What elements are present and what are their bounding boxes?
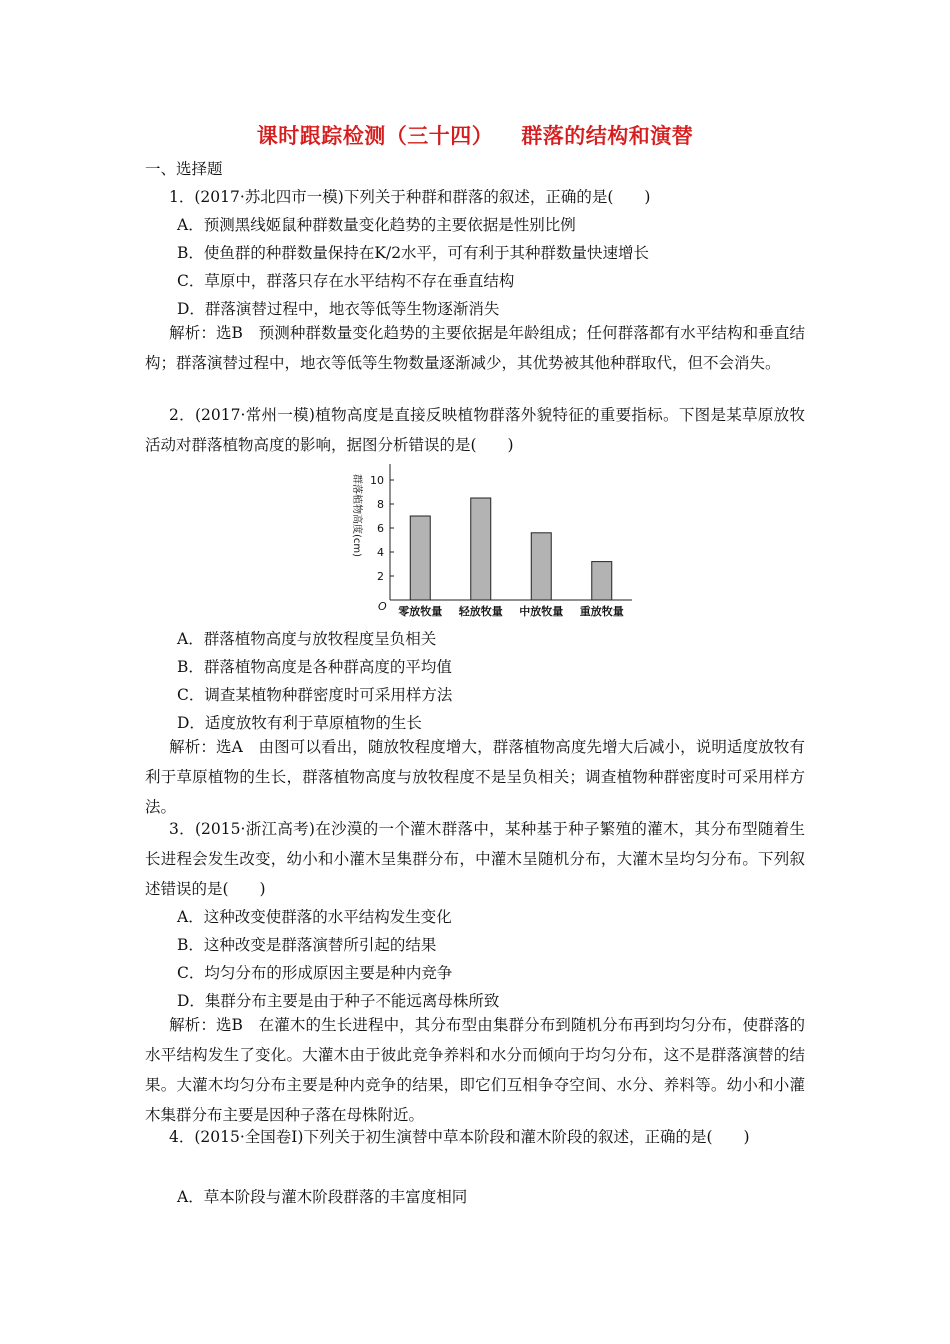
q2-option-b: B．群落植物高度是各种群高度的平均值: [177, 658, 452, 676]
chart-y-tick-label: 2: [377, 570, 384, 583]
chart-y-tick-label: 10: [370, 474, 384, 487]
title-topic: 群落的结构和演替: [521, 124, 694, 148]
q3-option-d: D．集群分布主要是由于种子不能远离母株所致: [177, 992, 500, 1010]
q3-analysis: 解析：选B 在灌木的生长进程中，其分布型由集群分布到随机分布再到均匀分布，使群落的水平结构发生了变化。大灌木由于彼此竞争养料和水分而倾向于均匀分布，这不是群落演替的结果。大灌木均匀分布主要是种内竞争的结果，即它们互相争夺空间、水分、养料等。幼小和小灌木集群分布主要是因种子落在母株附近。: [145, 1016, 805, 1124]
q3-option-c: C．均匀分布的形成原因主要是种内竞争: [177, 964, 453, 982]
title-main: 课时跟踪检测（三十四）: [256, 124, 494, 148]
q3-stem: 3．(2015·浙江高考)在沙漠的一个灌木群落中，某种基于种子繁殖的灌木，其分布型随着生长进程会发生改变，幼小和小灌木呈集群分布，中灌木呈随机分布，大灌木呈均匀分布。下列叙述错误的是( ): [145, 820, 805, 898]
chart-bar: [410, 516, 430, 600]
q2-analysis: 解析：选A 由图可以看出，随放牧程度增大，群落植物高度先增大后减小，说明适度放牧有利于草原植物的生长，群落植物高度与放牧程度不是呈负相关；调查植物种群密度时可采用样方法。: [145, 738, 805, 816]
q1-stem: 1．(2017·苏北四市一模)下列关于种群和群落的叙述，正确的是( ): [169, 188, 651, 206]
q1-option-c: C．草原中，群落只存在水平结构不存在垂直结构: [177, 272, 515, 290]
chart-x-tick-label: 轻放牧量: [458, 605, 503, 618]
chart-y-axis-label: 群落植物高度(cm): [351, 474, 362, 558]
q1-option-d: D．群落演替过程中，地衣等低等生物逐渐消失: [177, 300, 500, 318]
q4-option-a: A．草本阶段与灌木阶段群落的丰富度相同: [177, 1188, 468, 1206]
q3-option-b: B．这种改变是群落演替所引起的结果: [177, 936, 437, 954]
q1-option-b: B．使鱼群的种群数量保持在K/2水平，可有利于其种群数量快速增长: [177, 244, 650, 262]
q1-option-a: A．预测黑线姬鼠种群数量变化趋势的主要依据是性别比例: [177, 216, 576, 234]
bar-chart: [340, 464, 640, 624]
section-heading: 一、选择题: [145, 160, 223, 178]
chart-x-tick-label: 中放牧量: [519, 605, 564, 618]
q2-stem: 2．(2017·常州一模)植物高度是直接反映植物群落外貌特征的重要指标。下图是某草原放牧活动对群落植物高度的影响，据图分析错误的是( ): [145, 406, 805, 454]
chart-x-tick-label: 零放牧量: [398, 605, 443, 618]
q3-option-a: A．这种改变使群落的水平结构发生变化: [177, 908, 452, 926]
q1-analysis: 解析：选B 预测种群数量变化趋势的主要依据是年龄组成；任何群落都有水平结构和垂直结构；群落演替过程中，地衣等低等生物数量逐渐减少，其优势被其他种群取代，但不会消失。: [145, 324, 805, 372]
chart-bar: [592, 562, 612, 600]
q2-option-a: A．群落植物高度与放牧程度呈负相关: [177, 630, 437, 648]
q2-option-c: C．调查某植物种群密度时可采用样方法: [177, 686, 453, 704]
page-title: [0, 120, 950, 150]
chart-bar: [531, 533, 551, 600]
q2-option-d: D．适度放牧有利于草原植物的生长: [177, 714, 422, 732]
chart-origin-label: O: [378, 600, 387, 613]
chart-y-tick-label: 8: [377, 498, 384, 511]
q4-stem: 4．(2015·全国卷Ⅰ)下列关于初生演替中草本阶段和灌木阶段的叙述，正确的是( ): [169, 1128, 750, 1146]
chart-x-tick-label: 重放牧量: [579, 605, 624, 618]
chart-y-tick-label: 4: [377, 546, 384, 559]
chart-y-tick-label: 6: [377, 522, 384, 535]
chart-bar: [471, 498, 491, 600]
